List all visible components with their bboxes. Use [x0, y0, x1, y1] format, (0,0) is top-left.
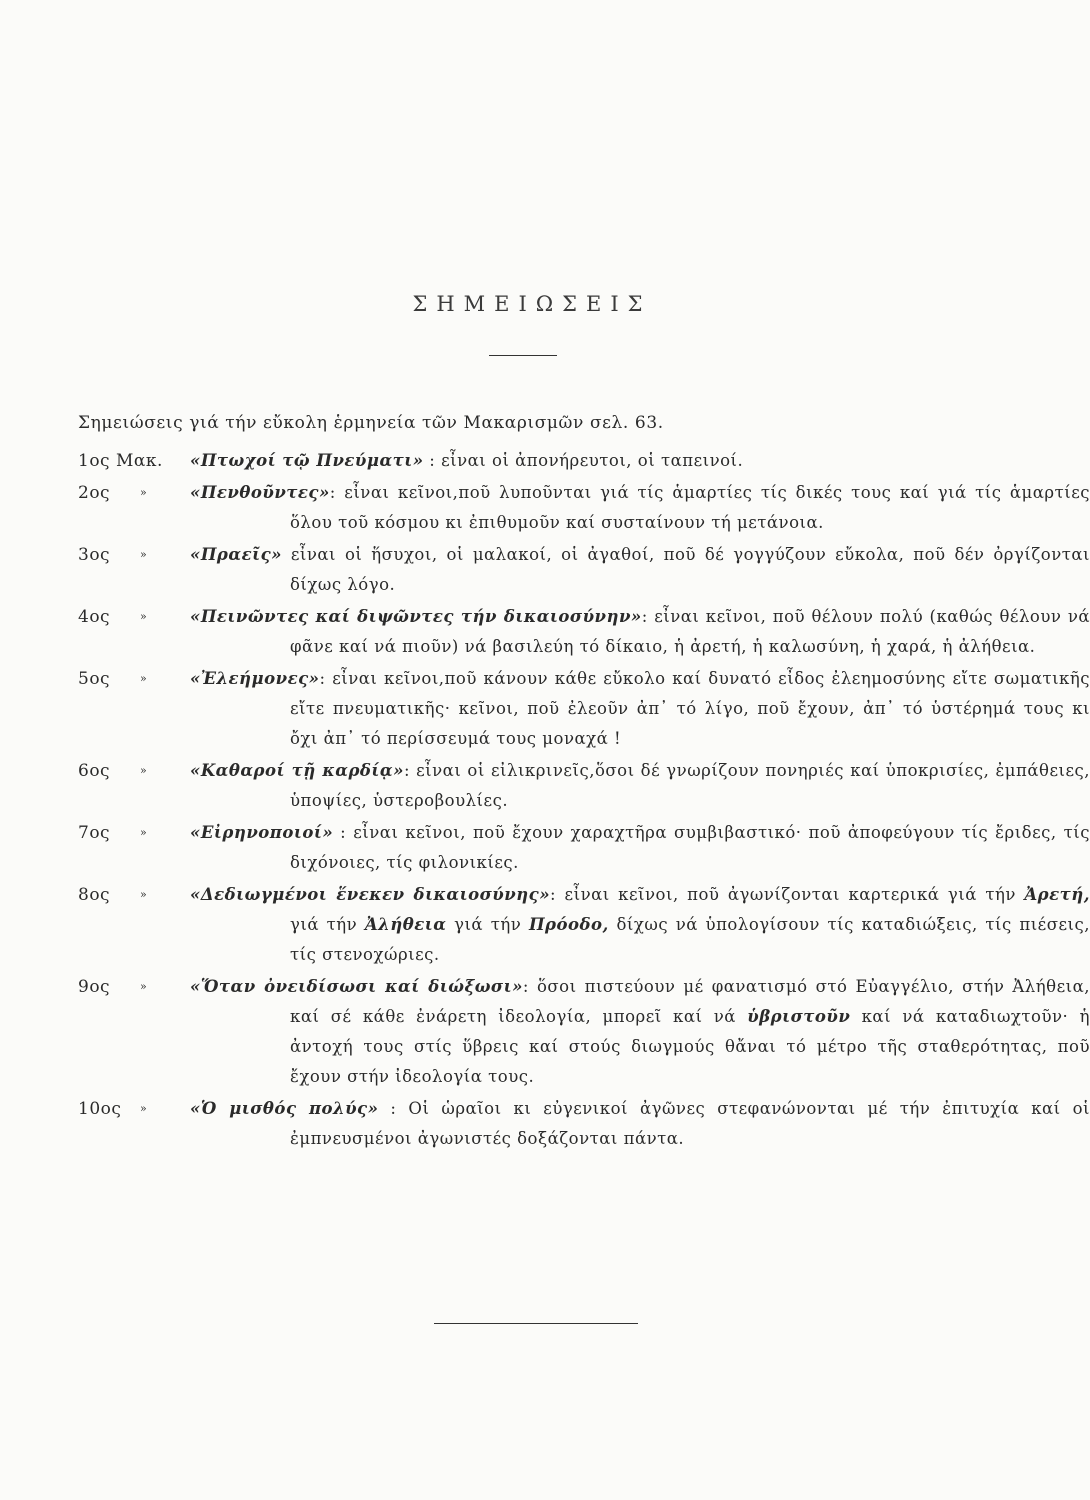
note-number: 6ος [78, 761, 111, 781]
note-text [190, 880, 1090, 970]
end-divider [434, 1323, 638, 1324]
note-body: : εἶναι κεῖνοι, ποῦ ἔχουν χαραχτῆρα συμβιβαστικό· ποῦ ἀποφεύγουν τίς ἔριδες, τίς διχόνοιες, τίς φιλονικίες. [290, 823, 1090, 872]
emphasis-word: Πρόοδο, [528, 915, 609, 934]
note-term: «Ὅταν ὀνειδίσωσι καί διώξωσι» [190, 977, 523, 996]
ditto-mark: » [140, 888, 148, 901]
note-number: 7ος [78, 823, 111, 843]
note-term: «Εἰρηνοποιοί» [190, 823, 334, 842]
note-text [190, 478, 1090, 538]
note-item [0, 972, 1090, 1092]
note-body: : εἶναι κεῖνοι, ποῦ ἀγωνίζονται καρτερικά γιά τήν [550, 885, 1025, 904]
note-number: 3ος [78, 545, 111, 565]
ditto-mark: » [140, 764, 148, 777]
note-body-mid: γιά τήν [446, 915, 529, 934]
ditto-mark: » [140, 672, 148, 685]
intro-line: Σημειώσεις γιά τήν εὔκολη ἑρμηνεία τῶν Μακαρισμῶν σελ. 63. [78, 413, 664, 433]
note-number: 1ος Μακ. [78, 451, 163, 471]
note-term: «Πεινῶντες καί διψῶντες τήν δικαιοσύνην» [190, 607, 642, 626]
note-item [0, 818, 1090, 878]
note-body: εἶναι οἱ ἥσυχοι, οἱ μαλακοί, οἱ ἀγαθοί, ποῦ δέ γογγύζουν εὔκολα, ποῦ δέν ὀργίζονται δίχως λόγο. [281, 545, 1090, 594]
ditto-mark: » [140, 610, 148, 623]
note-body: : εἶναι κεῖνοι,ποῦ λυποῦνται γιά τίς ἁμαρτίες τίς δικές τους καί γιά τίς ἁμαρτίες ὅλου τοῦ κόσμου κι ἐπιθυμοῦν καί συσταίνουν τή μετάνοια. [290, 483, 1090, 532]
note-body-tail: καί νά καταδιωχτοῦν· ἡ ἀντοχή τους στίς ὕβρεις καί στούς διωγμούς θἄναι τό μέτρο τῆς σταθερότητας, ποῦ ἔχουν στήν ἰδεολογία τους. [290, 1007, 1090, 1086]
ditto-mark: » [140, 1102, 148, 1115]
note-text [190, 1094, 1090, 1154]
note-text [190, 972, 1090, 1092]
note-number: 10ος [78, 1099, 122, 1119]
note-term: «Πτωχοί τῷ Πνεύματι» [190, 451, 424, 470]
note-item [0, 756, 1090, 816]
note-number: 9ος [78, 977, 111, 997]
note-item [0, 602, 1090, 662]
note-number: 4ος [78, 607, 111, 627]
note-item [0, 540, 1090, 600]
note-body-mid: γιά τήν [290, 915, 365, 934]
ditto-mark: » [140, 548, 148, 561]
note-body: : εἶναι οἱ εἰλικρινεῖς,ὅσοι δέ γνωρίζουν πονηριές καί ὑποκρισίες, ἐμπάθειες, ὑποψίες, ὑστεροβουλίες. [290, 761, 1090, 810]
note-number: 2ος [78, 483, 111, 503]
notes-list [0, 446, 1090, 1154]
note-text [190, 446, 1090, 476]
note-term: «Ἐλεήμονες» [190, 669, 320, 688]
note-number: 8ος [78, 885, 111, 905]
note-text [190, 818, 1090, 878]
note-term: «Πραεῖς» [190, 545, 282, 564]
note-body: : εἶναι κεῖνοι,ποῦ κάνουν κάθε εὔκολο καί δυνατό εἶδος ἐλεημοσύνης εἴτε σωματικῆς εἴτε πνευματικῆς· κεῖνοι, ποῦ ἐλεοῦν ἀπ᾽ τό λίγο, ποῦ ἔχουν, ἀπ᾽ τό ὑστέρημά τους κι ὄχι ἀπ᾽ τό περίσσευμά τους μοναχά ! [290, 669, 1090, 748]
note-text [190, 756, 1090, 816]
ditto-mark: » [140, 486, 148, 499]
note-item [0, 1094, 1090, 1154]
note-term: «Ὁ μισθός πολύς» [190, 1099, 379, 1118]
emphasis-word: Ἀρετή, [1024, 885, 1090, 904]
title-divider [489, 355, 557, 356]
note-text [190, 602, 1090, 662]
note-body: : ὅσοι πιστεύουν μέ φανατισμό στό Εὐαγγέλιο, στήν Ἀλήθεια, καί σέ κάθε ἐνάρετη ἰδεολογία, μπορεῖ καί νά [290, 977, 1090, 1026]
note-item [0, 478, 1090, 538]
note-term: «Πενθοῦντες» [190, 483, 330, 502]
note-body: : εἶναι κεῖνοι, ποῦ θέλουν πολύ (καθώς θέλουν νά φᾶνε καί νά πιοῦν) νά βασιλεύη τό δίκαιο, ἡ ἀρετή, ἡ καλωσύνη, ἡ χαρά, ἡ ἀλήθεια. [290, 607, 1090, 656]
note-body: : εἶναι οἱ ἀπονήρευτοι, οἱ ταπεινοί. [423, 451, 744, 470]
note-term: «Καθαροί τῇ καρδίᾳ» [190, 761, 404, 780]
note-number: 5ος [78, 669, 111, 689]
note-body-tail: δίχως νά ὑπολογίσουν τίς καταδιώξεις, τίς πιέσεις, τίς στενοχώριες. [290, 915, 1090, 964]
ditto-mark: » [140, 980, 148, 993]
emphasis-word: Ἀλήθεια [364, 915, 447, 934]
note-item [0, 446, 1064, 476]
note-text [190, 540, 1090, 600]
note-term: «Δεδιωγμένοι ἕνεκεν δικαιοσύνης» [190, 885, 551, 904]
ditto-mark: » [140, 826, 148, 839]
note-item [0, 664, 1090, 754]
note-body: : Οἱ ὡραῖοι κι εὐγενικοί ἀγῶνες στεφανώνονται μέ τήν ἐπιτυχία καί οἱ ἐμπνευσμένοι ἀγωνιστές δοξάζονται πάντα. [290, 1099, 1090, 1148]
emphasis-word: ὑβριστοῦν [747, 1007, 851, 1026]
note-text [190, 664, 1090, 754]
page-title: ΣΗΜΕΙΩΣΕΙΣ [412, 292, 652, 316]
note-item [0, 880, 1090, 970]
